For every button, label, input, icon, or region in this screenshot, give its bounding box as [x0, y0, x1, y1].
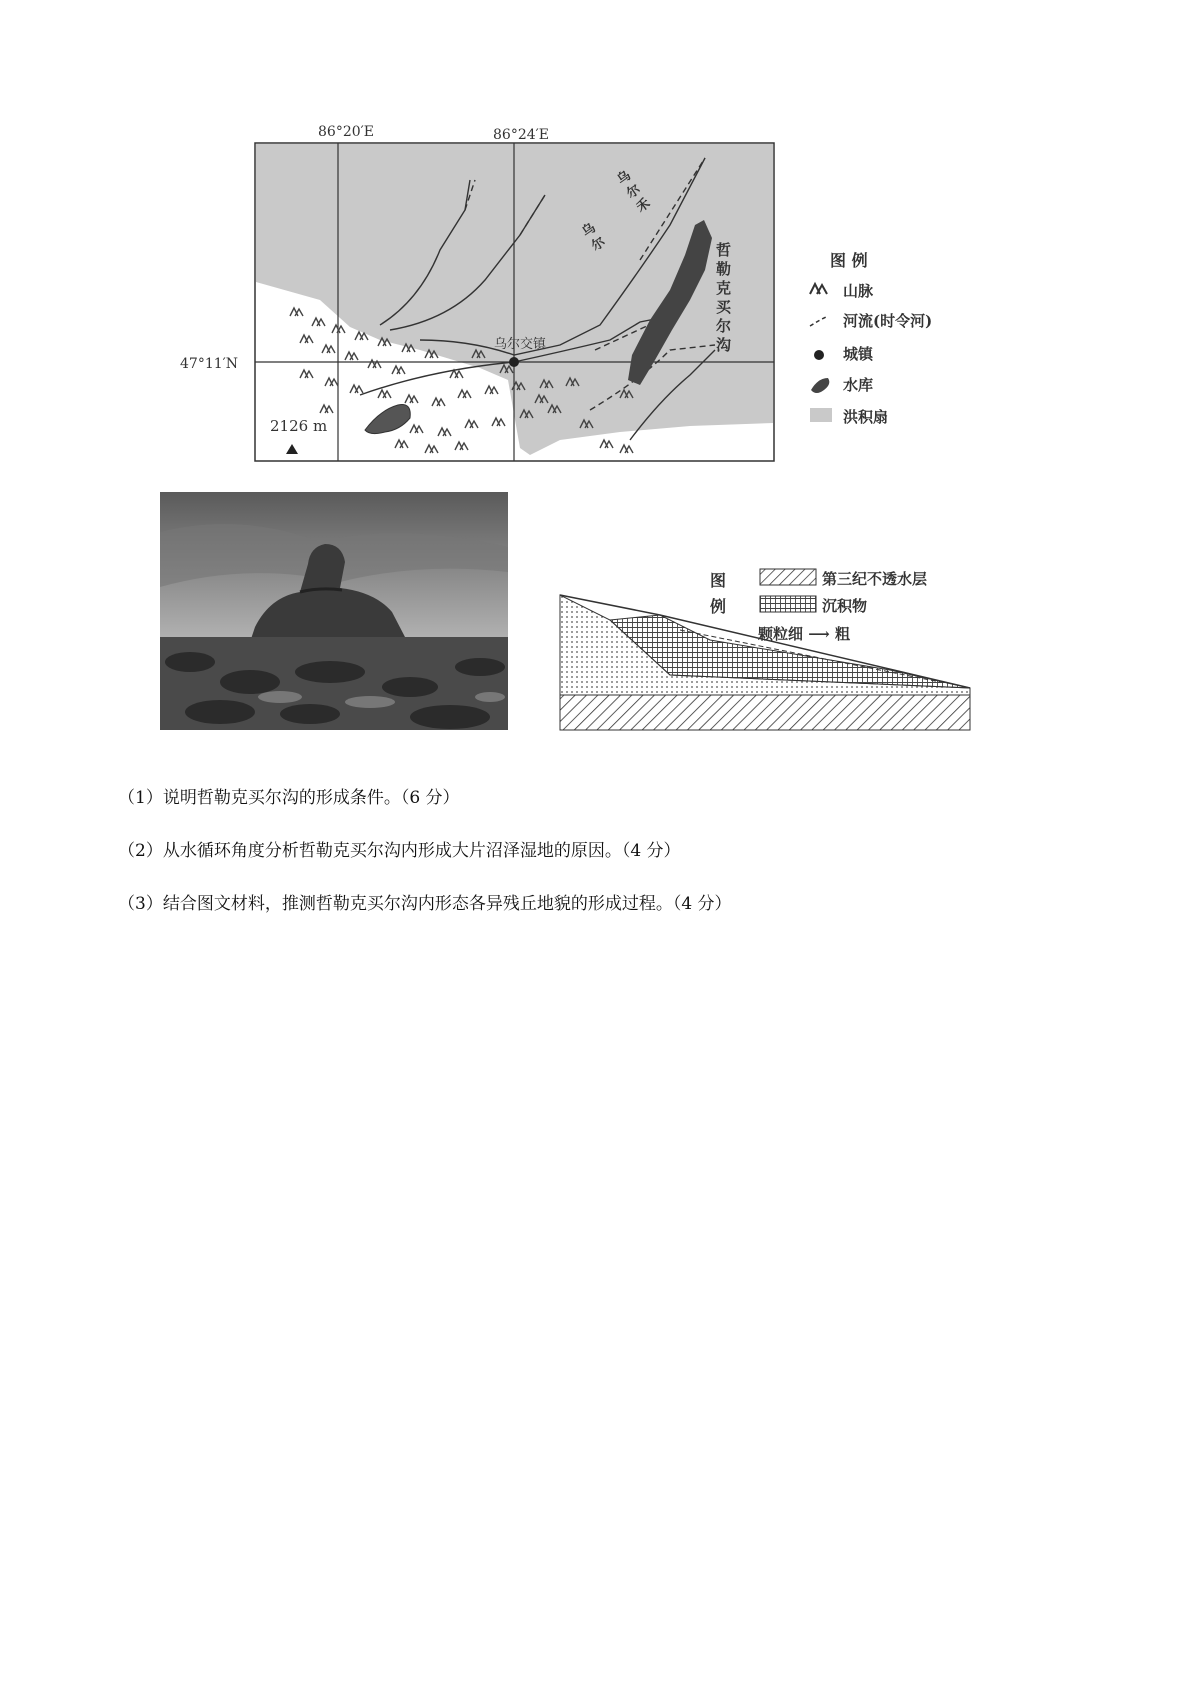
- map-figure: [0, 0, 1200, 480]
- legend-town-label: 城镇: [843, 345, 874, 363]
- valley-name-label: 哲勒克买尔沟: [714, 242, 732, 356]
- question-1: （1）说明哲勒克买尔沟的形成条件。（6 分）: [118, 788, 460, 808]
- legend-impermeable-icon: [760, 569, 816, 585]
- river-name-label-2: 乌尔: [576, 220, 609, 258]
- section-legend-title-2: 例: [710, 597, 727, 616]
- landform-photo: [160, 492, 508, 730]
- river-name-label-1: 乌尔禾: [611, 168, 654, 219]
- legend-impermeable-label: 第三纪不透水层: [822, 570, 928, 588]
- latitude-label: 47°11′N: [180, 356, 239, 372]
- legend-river-icon: [810, 316, 828, 326]
- legend-river-label: 河流(时令河): [843, 312, 933, 330]
- legend-town-icon: [814, 350, 824, 360]
- legend-sediment-label: 沉积物: [822, 597, 868, 615]
- legend-reservoir-icon: [811, 378, 829, 393]
- longitude-label-1: 86°20′E: [318, 124, 375, 140]
- question-3: （3）结合图文材料，推测哲勒克买尔沟内形态各异残丘地貌的形成过程。（4 分）: [118, 894, 732, 914]
- legend-mountain-icon: [810, 284, 827, 294]
- town-marker: [509, 357, 519, 367]
- legend-sediment-icon: [760, 596, 816, 612]
- peak-label: 2126 m: [270, 417, 328, 435]
- legend-grain-label: 颗粒细 ⟶ 粗: [758, 625, 850, 643]
- question-2: （2）从水循环角度分析哲勒克买尔沟内形成大片沼泽湿地的原因。（4 分）: [118, 841, 681, 861]
- town-label: 乌尔交镇: [494, 337, 547, 352]
- legend-fan-label: 洪积扇: [843, 408, 889, 426]
- map-legend-symbols: [808, 280, 848, 440]
- legend-fan-icon: [810, 408, 832, 422]
- legend-mountain-label: 山脉: [843, 282, 874, 300]
- impermeable-layer: [560, 695, 970, 730]
- longitude-label-2: 86°24′E: [493, 127, 550, 143]
- section-legend-symbols: [758, 566, 818, 616]
- map-legend-title: 图 例: [830, 251, 868, 270]
- legend-reservoir-label: 水库: [843, 376, 874, 394]
- photo-svg: [160, 492, 508, 730]
- section-legend-title-1: 图: [710, 571, 727, 590]
